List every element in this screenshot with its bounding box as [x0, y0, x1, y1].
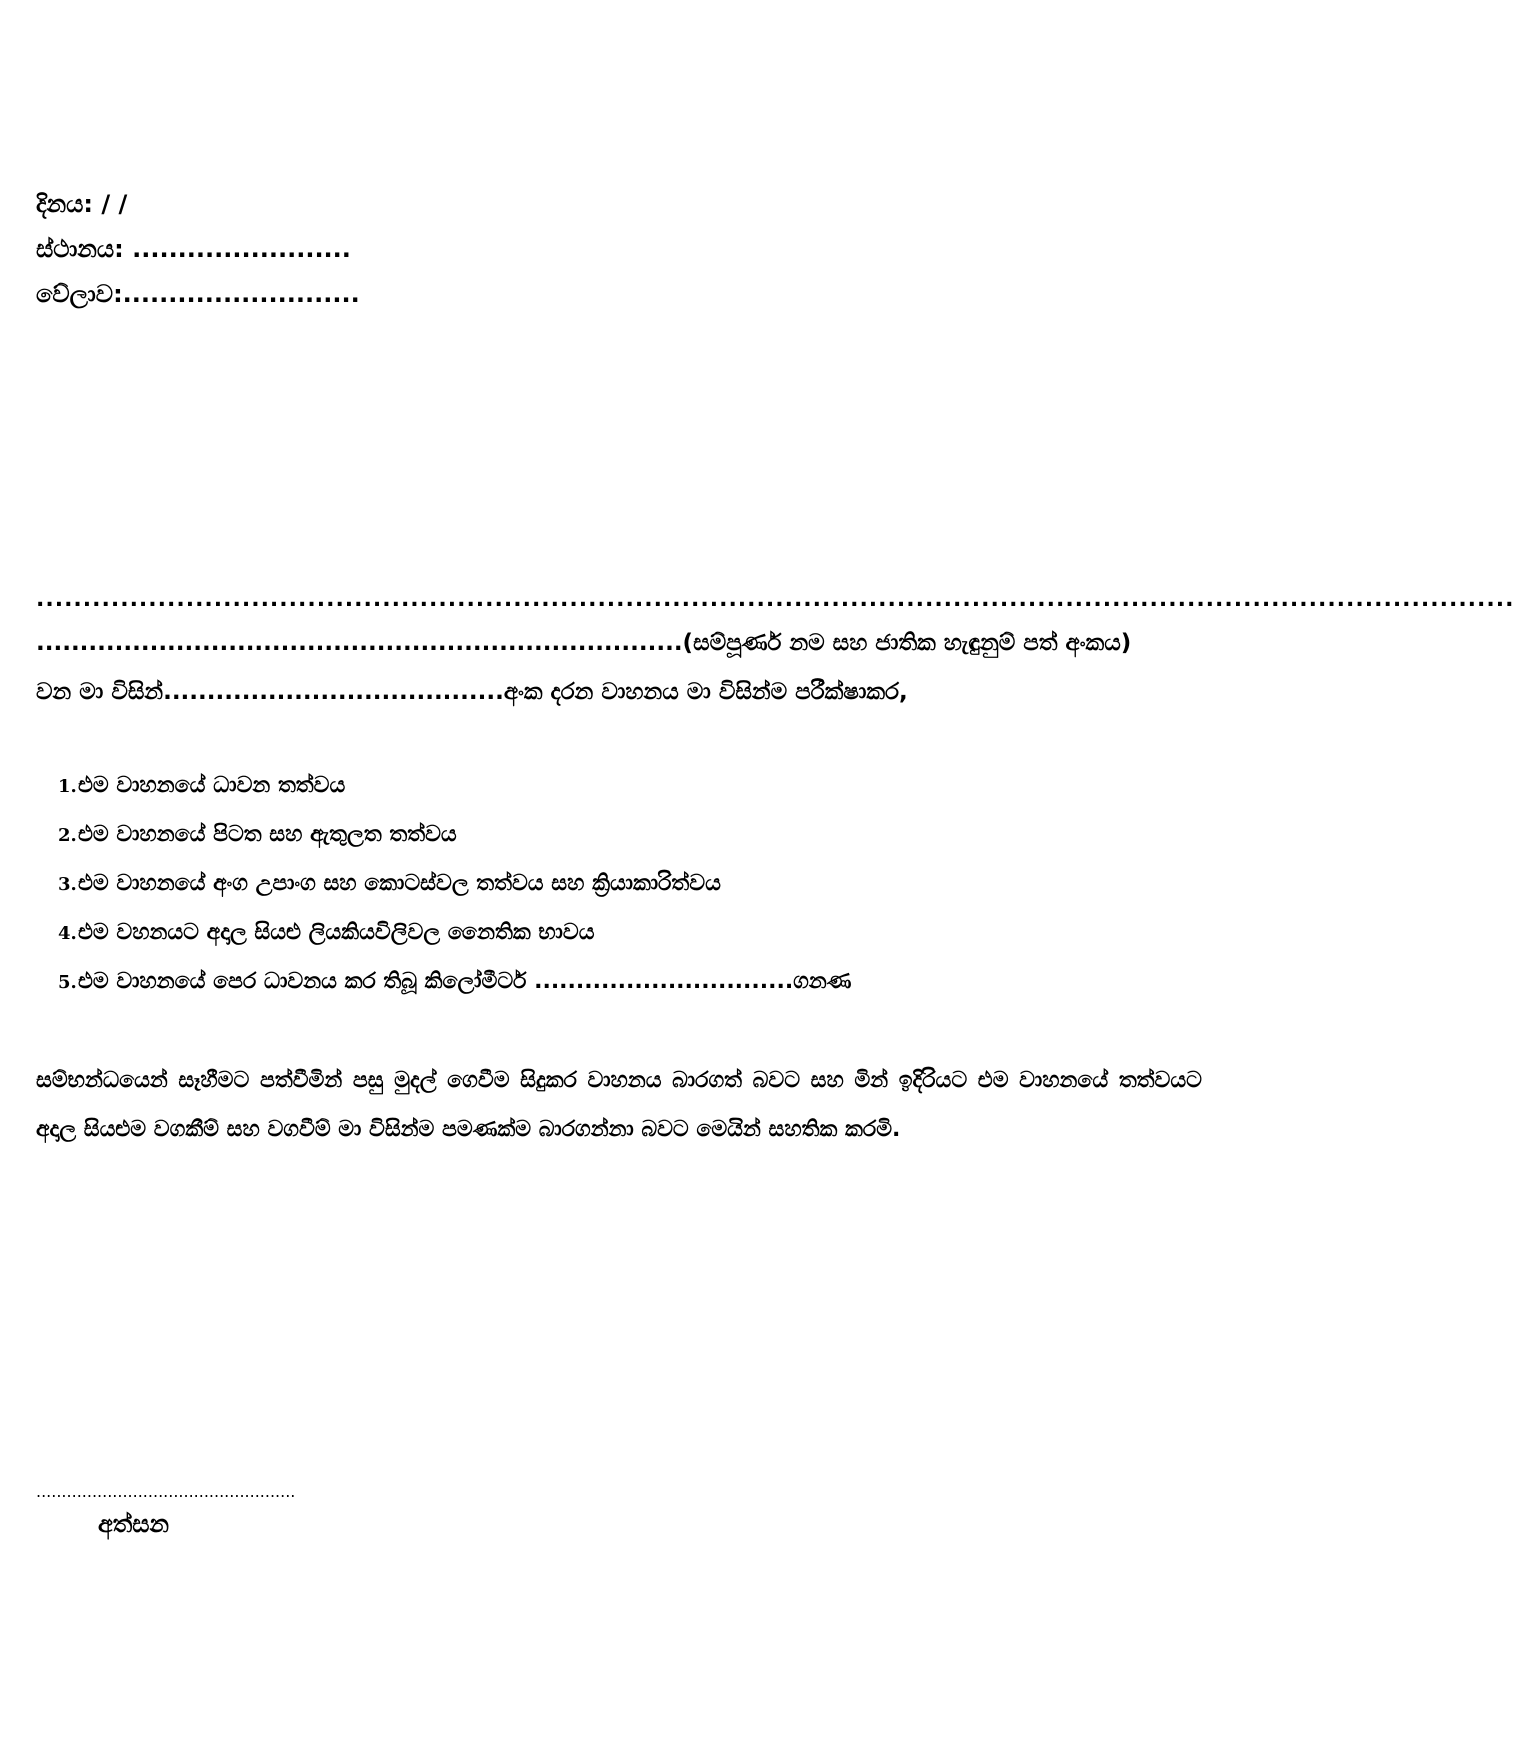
- list-item: [58, 966, 852, 1015]
- name-id-line: ..........................................................................(සම්පූර්ණ නම සහ ජාතික හැඳුනුම් පත් අංකය): [36, 630, 1132, 656]
- list-text: එම වාහනයේ ධාවන තත්වය: [78, 773, 346, 798]
- list-text: එම වාහනයේ අංග උපාංග සහ කොටස්වල තත්වය සහ ක්‍රියාකාරිත්වය: [78, 871, 721, 896]
- name-dotted-line: ..............................................................................................................................................................: [36, 587, 1514, 612]
- vehicle-number-line: වන මා විසින්.......................................අංක දරන වාහනය මා විසින්ම පරීක්ෂාකර,: [36, 679, 908, 705]
- list-item: [58, 868, 852, 917]
- confirmation-paragraph: සම්භන්ධයෙන් සෑහීමට පත්වීමින් පසු මුදල් ගෙවීම සිදුකර වාහනය බාරගත් බවට සහ මින් ඉදිරියට එම වාහනයේ තත්වයට අදාල සියළුම වගකීම් සහ වගවීම් මා විසින්ම පමණක්ම බාරගන්නා බවට මෙයින් සහතික කරමි.: [36, 1068, 1202, 1142]
- list-number: 1.: [58, 776, 77, 797]
- list-number: 4.: [58, 923, 77, 944]
- place-field: ස්ථානය: ........................: [36, 235, 351, 263]
- list-item: [58, 917, 852, 966]
- list-text: එම වහනයට අදාල සියළු ලියකියවිලිවල නෛතික භාවය: [78, 920, 595, 945]
- signature-label: අත්සන: [98, 1510, 170, 1538]
- list-number: 2.: [58, 825, 77, 846]
- signature-line: ...................................................: [36, 1482, 296, 1501]
- inspection-list: [58, 770, 852, 1015]
- list-item: [58, 770, 852, 819]
- list-number: 5.: [58, 972, 77, 993]
- date-field: දිනය: / /: [36, 190, 128, 218]
- list-text: එම වාහනයේ පෙර ධාවනය කර තිබූ කිලෝමීටර් ...............................ගනණ: [78, 969, 852, 994]
- time-field: වේලාව:..........................: [36, 280, 360, 308]
- list-number: 3.: [58, 874, 77, 895]
- list-text: එම වාහනයේ පිටත සහ ඇතුලත තත්වය: [78, 822, 457, 847]
- list-item: [58, 819, 852, 868]
